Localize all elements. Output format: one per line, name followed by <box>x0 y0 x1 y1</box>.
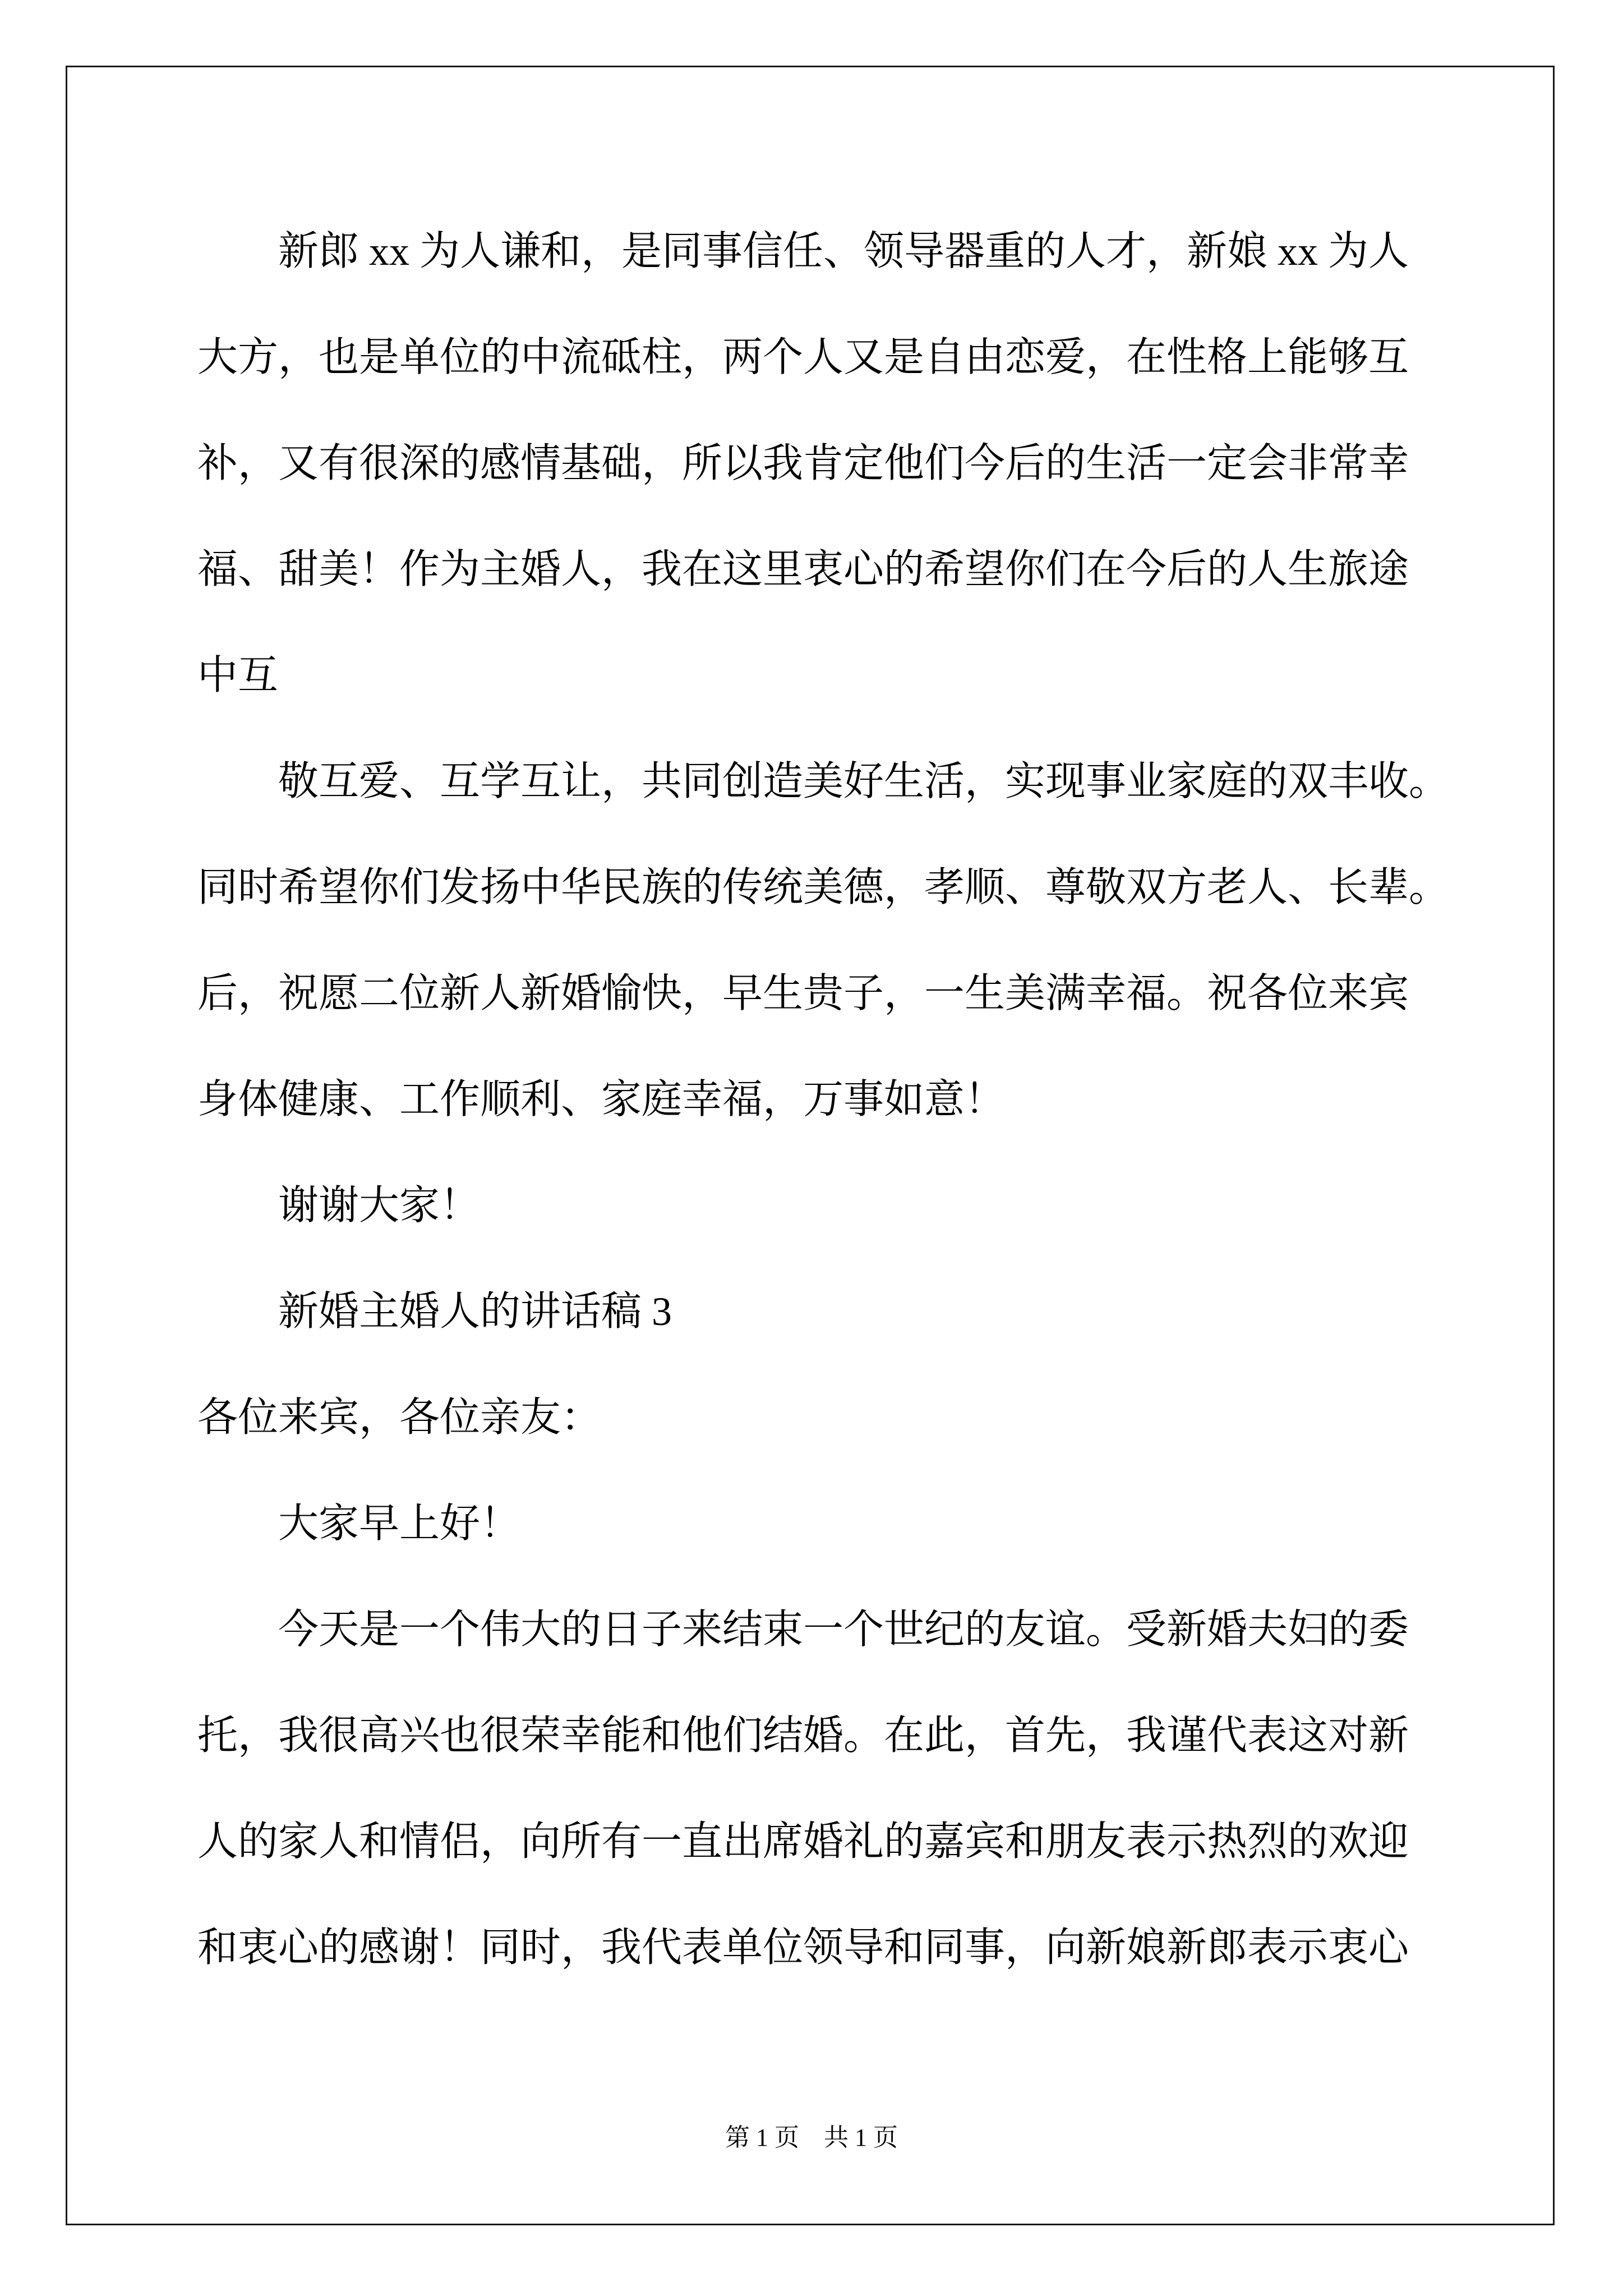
paragraph <box>197 199 1449 729</box>
text-line: 谢谢大家！ <box>278 1183 481 1228</box>
text-line: 新郎 xx 为人谦和，是同事信任、领导器重的人才，新娘 xx 为人 <box>278 229 1409 274</box>
section-title <box>197 1259 1449 1365</box>
paragraph <box>197 729 1449 1153</box>
text-line: 中互 <box>197 653 279 698</box>
text-line: 和衷心的感谢！同时，我代表单位领导和同事，向新娘新郎表示衷心 <box>197 1925 1409 1970</box>
page-footer <box>0 2124 1623 2151</box>
text-line: 各位来宾，各位亲友： <box>197 1395 602 1440</box>
text-line: 后，祝愿二位新人新婚愉快，早生贵子，一生美满幸福。祝各位来宾 <box>197 971 1409 1016</box>
text-line: 人的家人和情侣，向所有一直出席婚礼的嘉宾和朋友表示热烈的欢迎 <box>197 1819 1409 1864</box>
page-number: 第 1 页 共 1 页 <box>725 2124 898 2151</box>
text-line: 同时希望你们发扬中华民族的传统美德，孝顺、尊敬双方老人、长辈。 <box>197 865 1450 910</box>
text-line: 大方，也是单位的中流砥柱，两个人又是自由恋爱，在性格上能够互 <box>197 335 1409 380</box>
text-line: 敬互爱、互学互让，共同创造美好生活，实现事业家庭的双丰收。 <box>278 759 1450 804</box>
text-line: 补，又有很深的感情基础，所以我肯定他们今后的生活一定会非常幸 <box>197 441 1409 486</box>
salutation <box>197 1365 1449 1471</box>
text-line: 大家早上好！ <box>278 1501 521 1546</box>
closing-paragraph <box>197 1153 1449 1259</box>
paragraph <box>197 1577 1449 2001</box>
text-line: 新婚主婚人的讲话稿 3 <box>278 1289 672 1334</box>
text-line: 今天是一个伟大的日子来结束一个世纪的友谊。受新婚夫妇的委 <box>278 1607 1409 1652</box>
text-line: 身体健康、工作顺利、家庭幸福，万事如意！ <box>197 1077 1006 1122</box>
greeting <box>197 1471 1449 1577</box>
document-body <box>197 199 1449 2001</box>
text-line: 福、甜美！作为主婚人，我在这里衷心的希望你们在今后的人生旅途 <box>197 547 1409 592</box>
text-line: 托，我很高兴也很荣幸能和他们结婚。在此，首先，我谨代表这对新 <box>197 1713 1409 1758</box>
